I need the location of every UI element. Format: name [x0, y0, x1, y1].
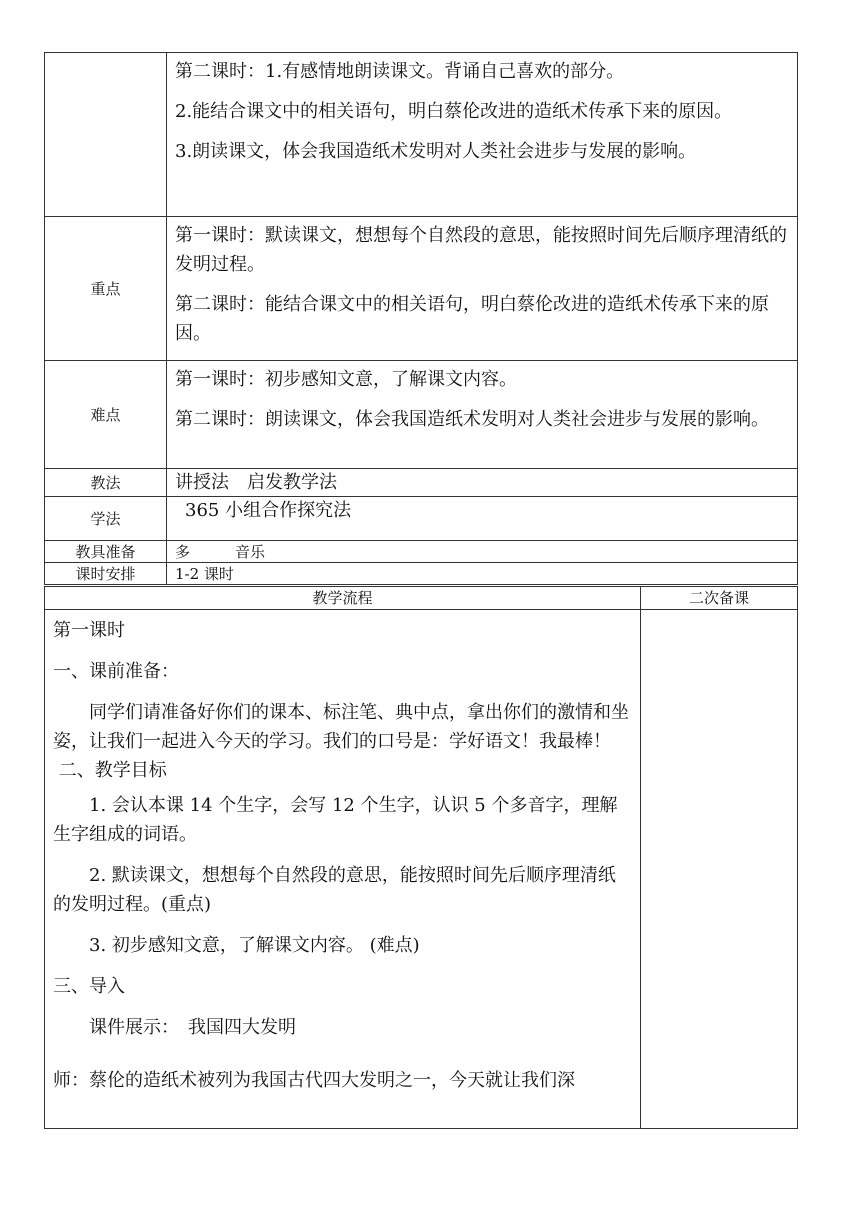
materials-row [45, 541, 798, 563]
section-heading: 三、导入 [53, 976, 125, 997]
goal-item: 2. 默读课文，想想每个自然段的意思，能按照时间先后顺序理清纸的发明过程。(重点) [53, 865, 616, 915]
difficult-points-row [45, 361, 798, 469]
second-prep-cell [641, 610, 798, 1129]
difficult-point-item: 第二课时：朗读课文，体会我国造纸术发明对人类社会进步与发展的影响。 [175, 409, 769, 430]
learning-method-value: 365 小组合作探究法 [167, 497, 798, 541]
courseware-text: 课件展示： 我国四大发明 [89, 1017, 296, 1038]
objectives-content [167, 53, 798, 217]
difficult-points-content [167, 361, 798, 469]
objectives-label-cell [45, 53, 167, 217]
schedule-label: 课时安排 [45, 563, 167, 585]
key-points-content [167, 217, 798, 361]
teaching-method-label: 教法 [45, 469, 167, 497]
flow-content [45, 610, 641, 1129]
objective-item: 第二课时：1.有感情地朗读课文。背诵自己喜欢的部分。 [175, 61, 625, 82]
goal-item: 3. 初步感知文意，了解课文内容。 (难点) [89, 935, 420, 956]
goal-item: 1. 会认本课 14 个生字，会写 12 个生字，认识 5 个多音字，理解生字组成的词语。 [53, 795, 618, 845]
schedule-value: 1-2 课时 [167, 563, 798, 585]
flow-body-row [45, 610, 798, 1129]
difficult-points-label: 难点 [45, 361, 167, 469]
materials-value: 多 音乐 [167, 541, 798, 563]
key-points-label: 重点 [45, 217, 167, 361]
learning-method-row [45, 497, 798, 541]
materials-label: 教具准备 [45, 541, 167, 563]
section-heading: 二、教学目标 [53, 760, 167, 781]
lesson-heading: 第一课时 [53, 620, 125, 641]
difficult-point-item: 第一课时：初步感知文意，了解课文内容。 [175, 369, 517, 390]
flow-header-row [45, 587, 798, 610]
flow-header-main: 教学流程 [45, 587, 641, 610]
lesson-info-table [44, 52, 798, 585]
key-point-item: 第一课时：默读课文，想想每个自然段的意思，能按照时间先后顺序理清纸的发明过程。 [175, 225, 787, 275]
objective-item: 3.朗读课文，体会我国造纸术发明对人类社会进步与发展的影响。 [175, 141, 697, 162]
teaching-method-value: 讲授法 启发教学法 [167, 469, 798, 497]
teacher-text: 师：蔡伦的造纸术被列为我国古代四大发明之一，今天就让我们深 [53, 1070, 575, 1091]
objective-item: 2.能结合课文中的相关语句，明白蔡伦改进的造纸术传承下来的原因。 [175, 101, 733, 122]
learning-method-label: 学法 [45, 497, 167, 541]
flow-header-side: 二次备课 [641, 587, 798, 610]
teaching-method-row [45, 469, 798, 497]
key-point-item: 第二课时：能结合课文中的相关语句，明白蔡伦改进的造纸术传承下来的原因。 [175, 294, 769, 344]
preparation-text: 同学们请准备好你们的课本、标注笔、典中点，拿出你们的激情和坐姿，让我们一起进入今天的学习。我们的口号是：学好语文！我最棒！ [53, 702, 629, 752]
teaching-flow-table [44, 586, 798, 1129]
key-points-row [45, 217, 798, 361]
objectives-row [45, 53, 798, 217]
schedule-row [45, 563, 798, 585]
section-heading: 一、课前准备： [53, 661, 179, 682]
